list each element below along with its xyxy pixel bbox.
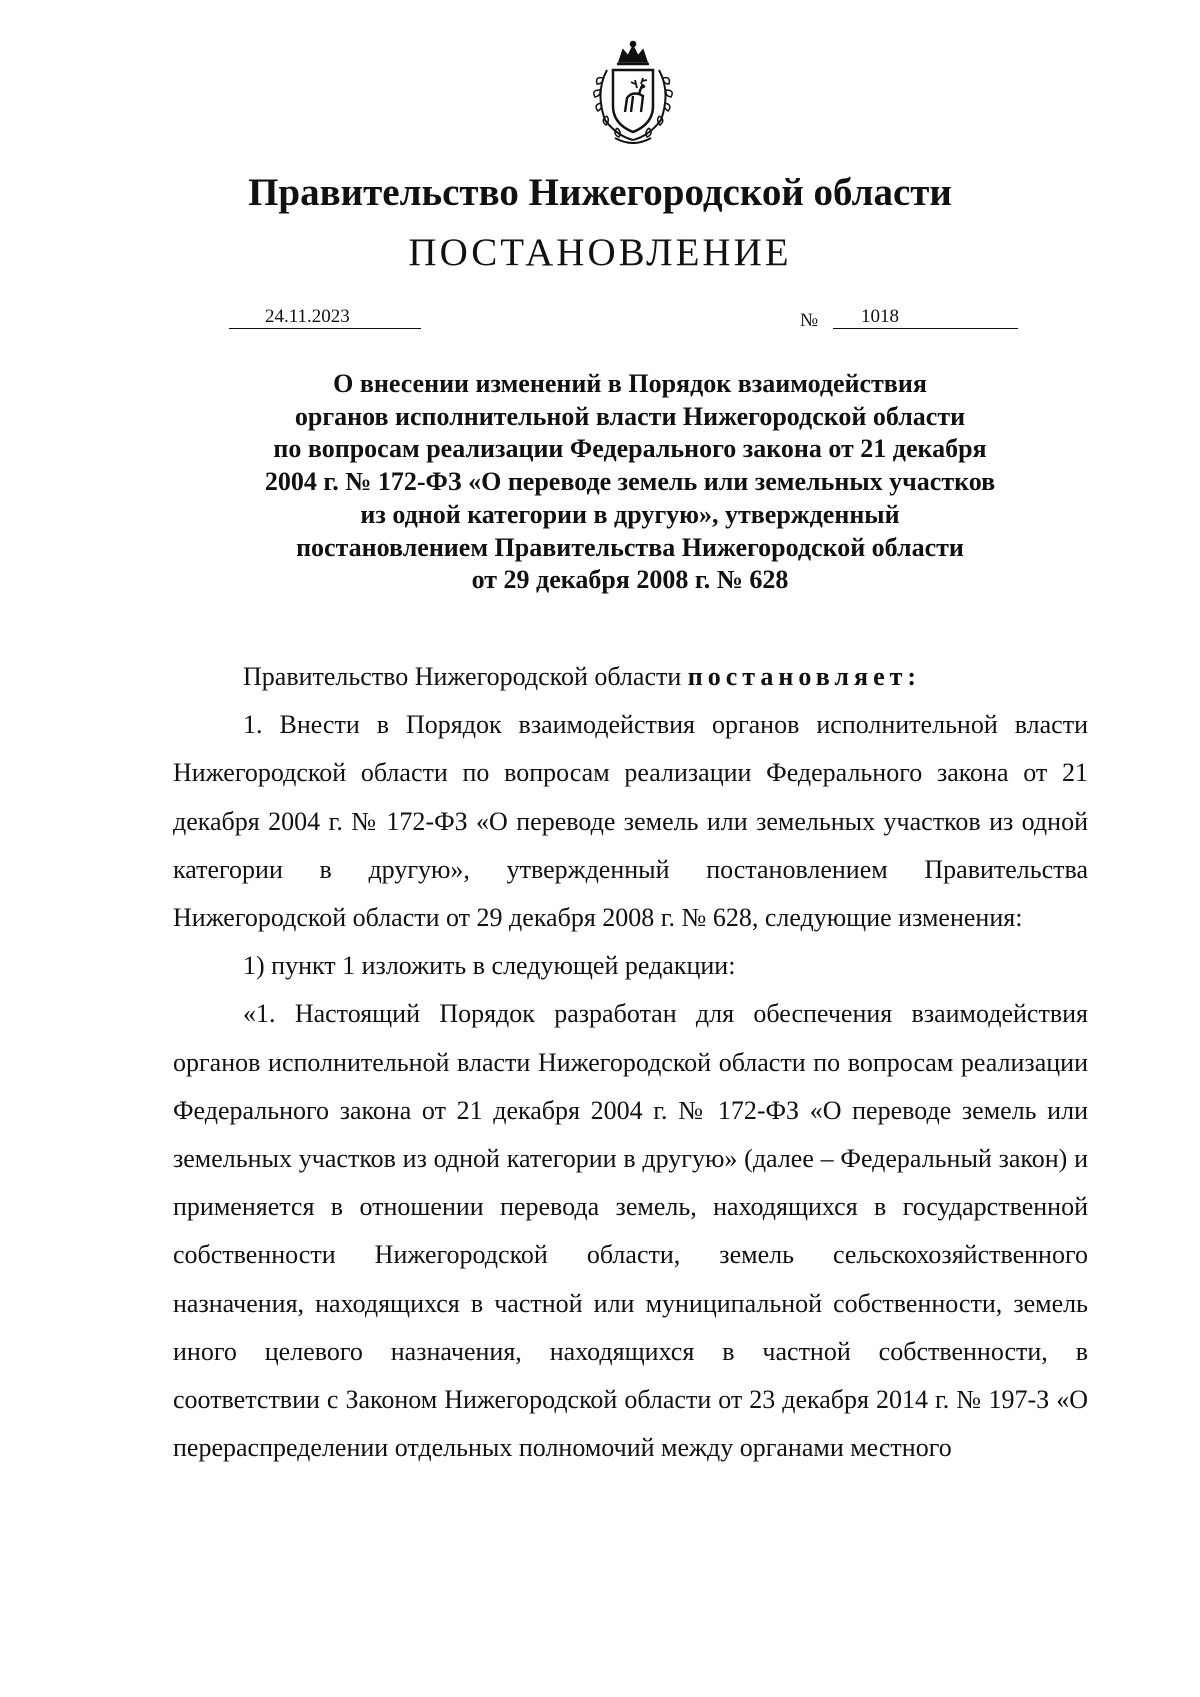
document-number: 1018 bbox=[833, 306, 1018, 329]
document-body bbox=[173, 653, 1088, 1472]
subject-line: постановлением Правительства Нижегородской области bbox=[296, 532, 964, 562]
document-type: ПОСТАНОВЛЕНИЕ bbox=[408, 231, 792, 274]
subject-line: по вопросам реализации Федерального закона от 21 декабря bbox=[273, 434, 987, 464]
organization-title: Правительство Нижегородской области bbox=[248, 171, 952, 214]
subject-line: органов исполнительной власти Нижегородской области bbox=[294, 401, 966, 431]
document-date: 24.11.2023 bbox=[229, 306, 421, 329]
subject-line: О внесении изменений в Порядок взаимодействия bbox=[333, 369, 927, 398]
body-paragraph: «1. Настоящий Порядок разработан для обеспечения взаимодействия органов исполнительной власти Нижегородской области по вопросам реализации Федерального закона от 21 декабря 2004 г. № 172-ФЗ «О переводе земель или земельных участков из одной категории в другую» (далее – Федеральный закон) и применяется в отношении перевода земель, находящихся в государственной собственности Нижегородской области, земель сельскохозяйственного назначения, находящихся в частной или муниципальной собственности, земель иного целевого назначения, находящихся в частной собственности, в соответствии с Законом Нижегородской области от 23 декабря 2014 г. № 197-З «О перераспределении отдельных полномочий между органами местного bbox=[173, 999, 1088, 1463]
body-paragraph: 1. Внести в Порядок взаимодействия органов исполнительной власти Нижегородской области по вопросам реализации Федерального закона от 21 декабря 2004 г. № 172-ФЗ «О переводе земель или земельных участков из одной категории в другую», утвержденный постановлением Правительства Нижегородской области от 29 декабря 2008 г. № 628, следующие изменения: bbox=[173, 710, 1088, 933]
subject-line: из одной категории в другую», утвержденный bbox=[360, 499, 900, 529]
coat-of-arms-icon bbox=[577, 40, 689, 148]
subject-line: от 29 декабря 2008 г. № 628 bbox=[471, 565, 789, 595]
resolution-intro bbox=[173, 653, 1088, 701]
subject-line: 2004 г. № 172-ФЗ «О переводе земель или земельных участков bbox=[264, 467, 996, 497]
body-paragraph: 1) пункт 1 изложить в следующей редакции: bbox=[243, 951, 736, 981]
number-label: № bbox=[800, 310, 819, 331]
intro-text: Правительство Нижегородской области bbox=[243, 662, 682, 691]
document-subject bbox=[180, 368, 1080, 597]
resolves-word: постановляет: bbox=[687, 662, 922, 691]
